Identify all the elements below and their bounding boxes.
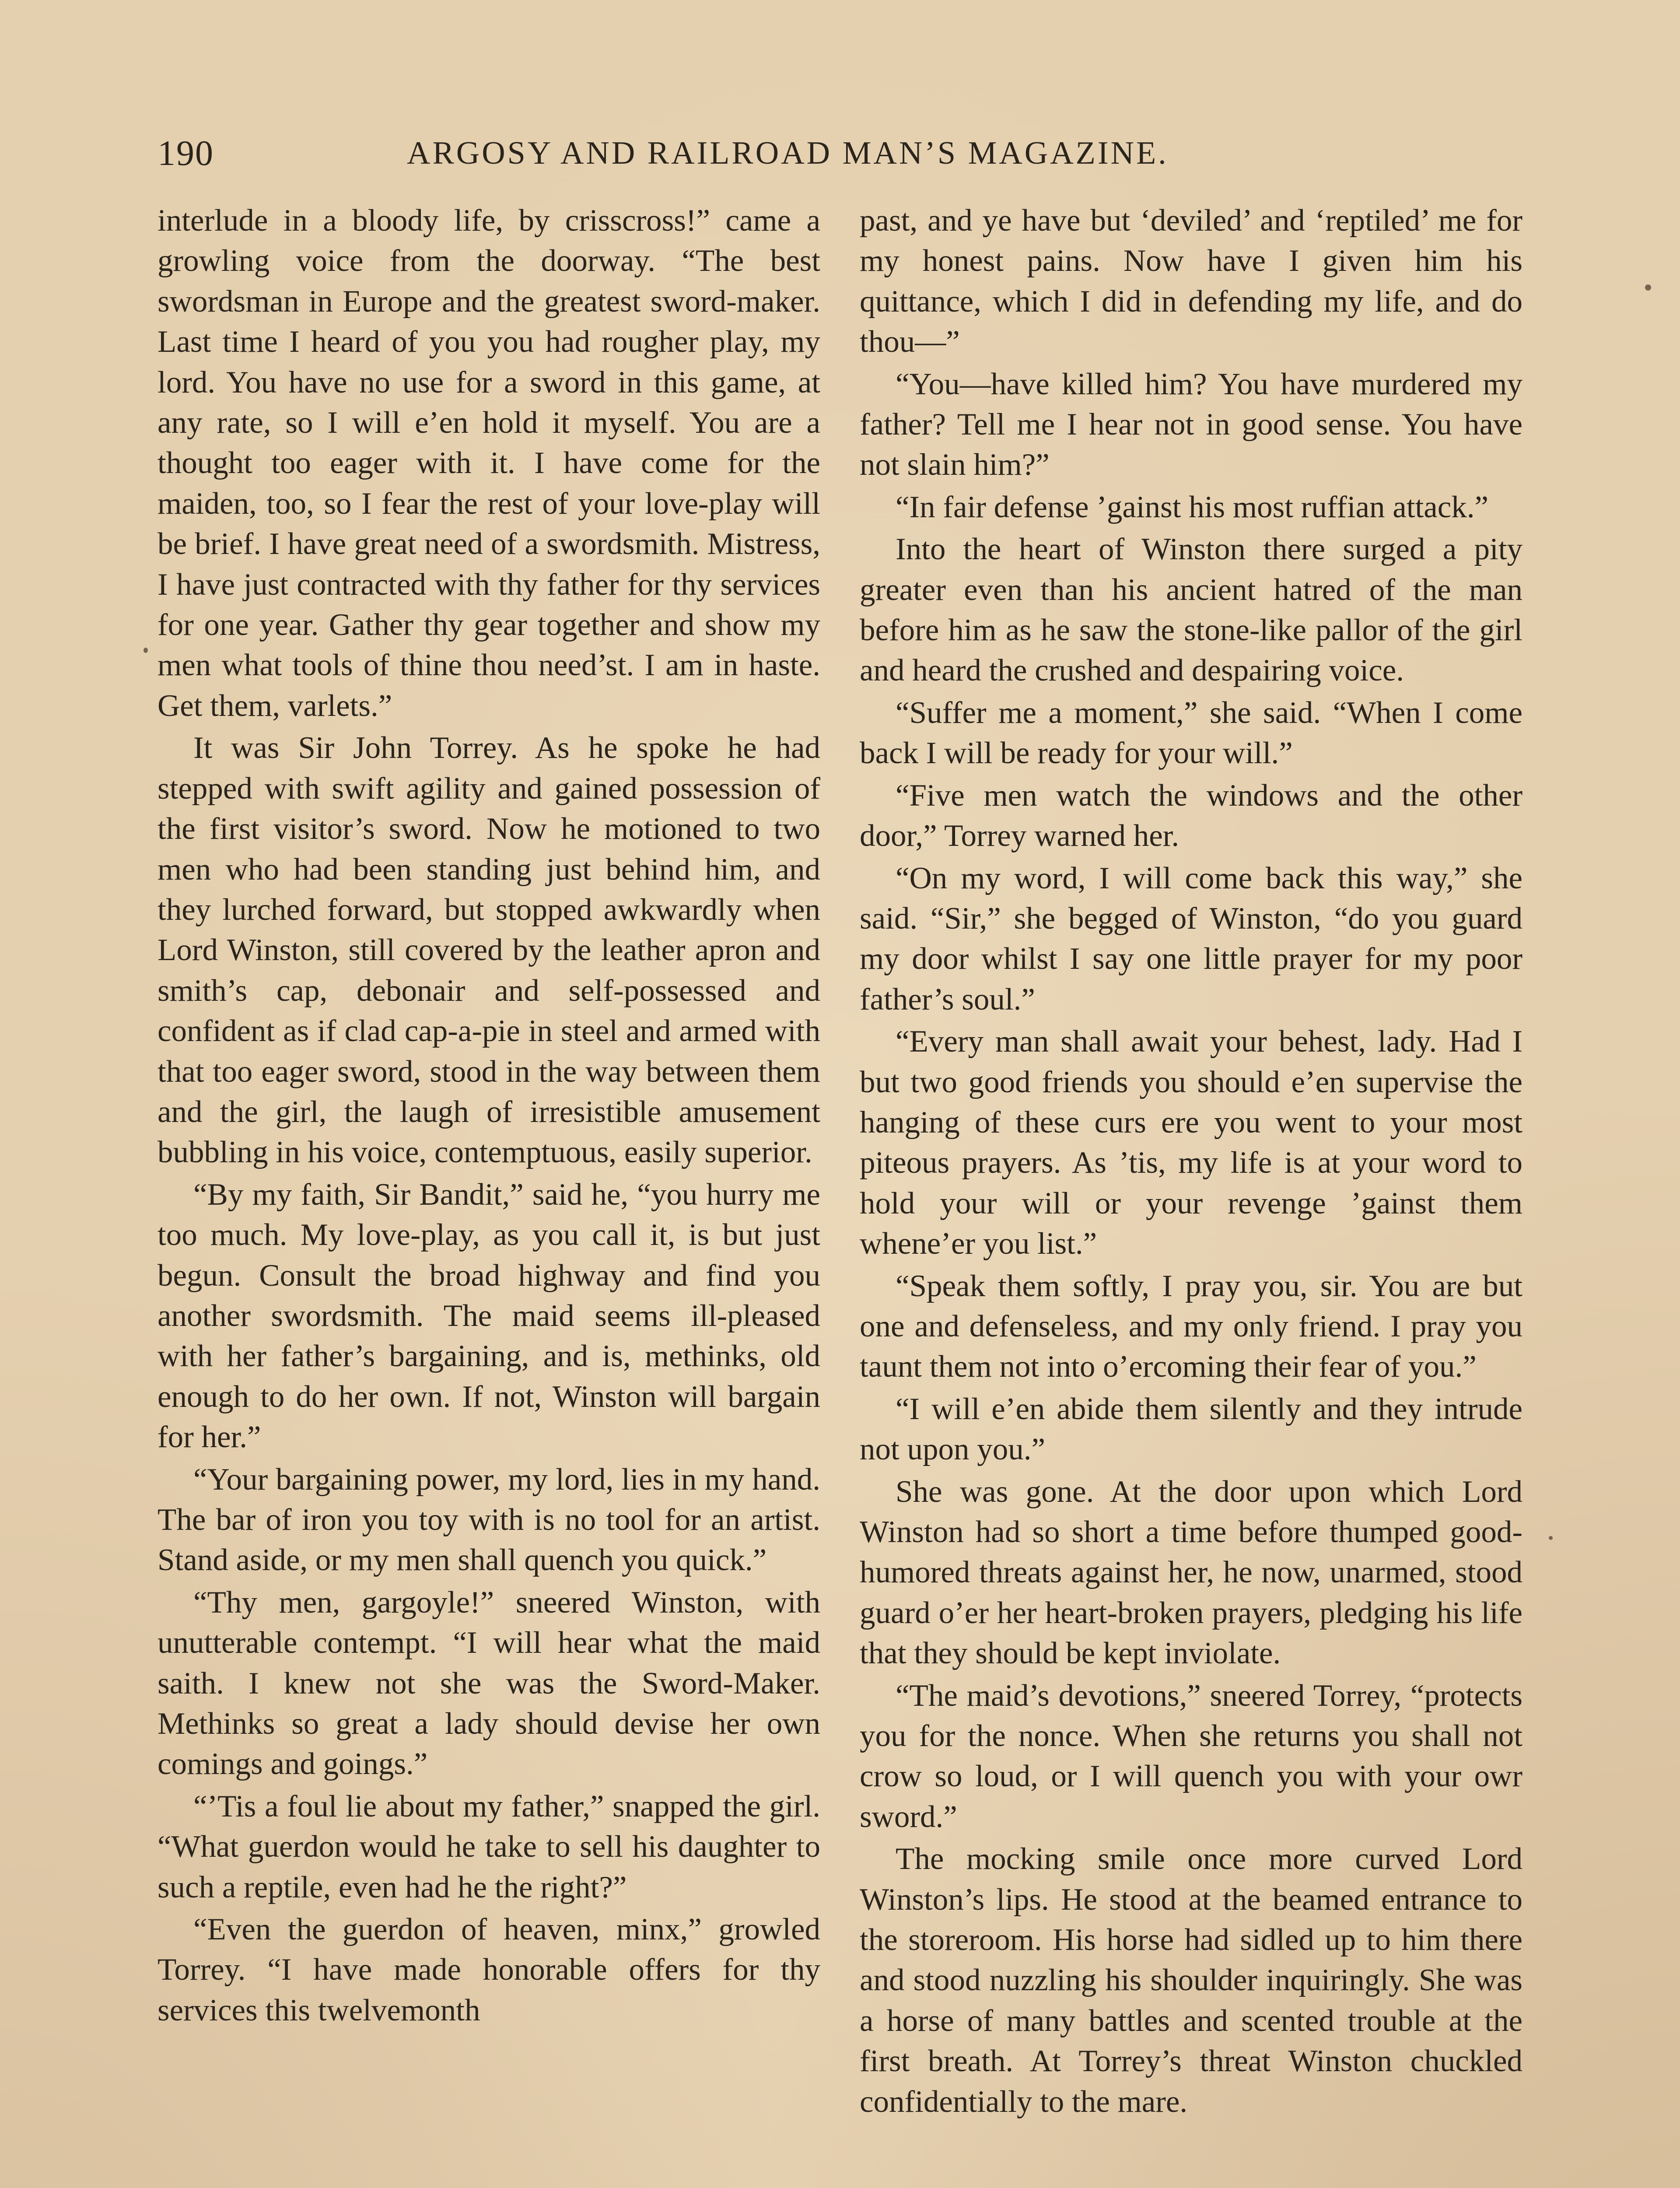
paragraph: “Five men watch the windows and the other door,” Torrey warned her. [860, 778, 1522, 853]
paragraph: “By my faith, Sir Bandit,” said he, “you hurry me too much. My love-play, as you call it, is but just begun. Consult the broad highway and find you another swordsmith. The maid seems ill-pleased with her father’s bargaining, and is, methinks, old enough to do her own. If not, Winston will bargain for her.” [158, 1177, 820, 1455]
paragraph: “The maid’s devotions,” sneered Torrey, “protects you for the nonce. When she returns you shall not crow so loud, or I will quench you with your owr sword.” [860, 1678, 1522, 1834]
page-number: 190 [158, 133, 214, 173]
paragraph: Into the heart of Winston there surged a pity greater even than his ancient hatred of the man before him as he saw the stone-like pallor of the girl and heard the crushed and despairing voice. [860, 532, 1522, 688]
paragraph: It was Sir John Torrey. As he spoke he had stepped with swift agility and gained possession of the first visitor’s sword. Now he motioned to two men who had been standing just behind him, and they lurched forward, but stopped awkwardly when Lord Winston, still covered by the leather apron and smith’s cap, debonair and self-possessed and confident as if clad cap-a-pie in steel and armed with that too eager sword, stood in the way between them and the girl, the laugh of irresistible amusement bubbling in his voice, contemptuous, easily superior. [158, 731, 820, 1170]
paragraph: “I will e’en abide them silently and they intrude not upon you.” [860, 1392, 1522, 1467]
paper-speck [144, 648, 148, 653]
paragraph: The mocking smile once more curved Lord Winston’s lips. He stood at the beamed entrance to the storeroom. His horse had sidled up to him there and stood nuzzling his shoulder inquiringly. She was a horse of many battles and scented trouble at the first breath. At Torrey’s threat Winston chuckled confidentially to the mare. [860, 1842, 1522, 2119]
paragraph: “Every man shall await your behest, lady. Had I but two good friends you should e’en supervise the hanging of these curs ere you went to your most piteous prayers. As ’tis, my life is at your word to hold your will or your revenge ’gainst them whene’er you list.” [860, 1024, 1522, 1261]
paper-speck [1549, 1536, 1553, 1540]
paragraph: “Even the guerdon of heaven, minx,” growled Torrey. “I have made honorable offers for thy services this twelvemonth [158, 1912, 820, 2027]
running-title: ARGOSY AND RAILROAD MAN’S MAGAZINE. [407, 135, 1169, 171]
paragraph: “Thy men, gargoyle!” sneered Winston, with unutterable contempt. “I will hear what the maid saith. I knew not she was the Sword-Maker. Methinks so great a lady should devise her own comings and goings.” [158, 1585, 820, 1781]
paper-speck [1645, 284, 1651, 291]
paragraph: “On my word, I will come back this way,” she said. “Sir,” she begged of Winston, “do you guard my door whilst I say one little prayer for my poor father’s soul.” [860, 861, 1522, 1017]
right-text-column [860, 200, 1522, 2124]
paragraph: “Suffer me a moment,” she said. “When I come back I will be ready for your will.” [860, 695, 1522, 771]
paragraph: She was gone. At the door upon which Lord Winston had so short a time before thumped good-humored threats against her, he now, unarmed, stood guard o’er her heart-broken prayers, pledging his life that they should be kept inviolate. [860, 1474, 1522, 1671]
paragraph: past, and ye have but ‘deviled’ and ‘reptiled’ me for my honest pains. Now have I given him his quittance, which I did in defending my life, and do thou—” [860, 203, 1522, 359]
left-text-column [158, 200, 820, 2032]
paragraph: “Speak them softly, I pray you, sir. You are but one and defenseless, and my only friend. I pray you taunt them not into o’ercoming their fear of you.” [860, 1269, 1522, 1384]
paragraph: interlude in a bloody life, by crisscross!” came a growling voice from the doorway. “The best swordsman in Europe and the greatest sword-maker. Last time I heard of you you had rougher play, my lord. You have no use for a sword in this game, at any rate, so I will e’en hold it myself. You are a thought too eager with it. I have come for the maiden, too, so I fear the rest of your love-play will be brief. I have great need of a swordsmith. Mistress, I have just contracted with thy father for thy services for one year. Gather thy gear together and show my men what tools of thine thou need’st. I am in haste. Get them, varlets.” [158, 203, 820, 723]
paragraph: “You—have killed him? You have murdered my father? Tell me I hear not in good sense. You have not slain him?” [860, 367, 1522, 482]
paragraph: “Your bargaining power, my lord, lies in my hand. The bar of iron you toy with is no tool for an artist. Stand aside, or my men shall quench you quick.” [158, 1462, 820, 1578]
page-header [158, 127, 1522, 179]
paragraph: “’Tis a foul lie about my father,” snapped the girl. “What guerdon would he take to sell his daughter to such a reptile, even had he the right?” [158, 1789, 820, 1904]
paragraph: “In fair defense ’gainst his most ruffian attack.” [896, 490, 1489, 524]
